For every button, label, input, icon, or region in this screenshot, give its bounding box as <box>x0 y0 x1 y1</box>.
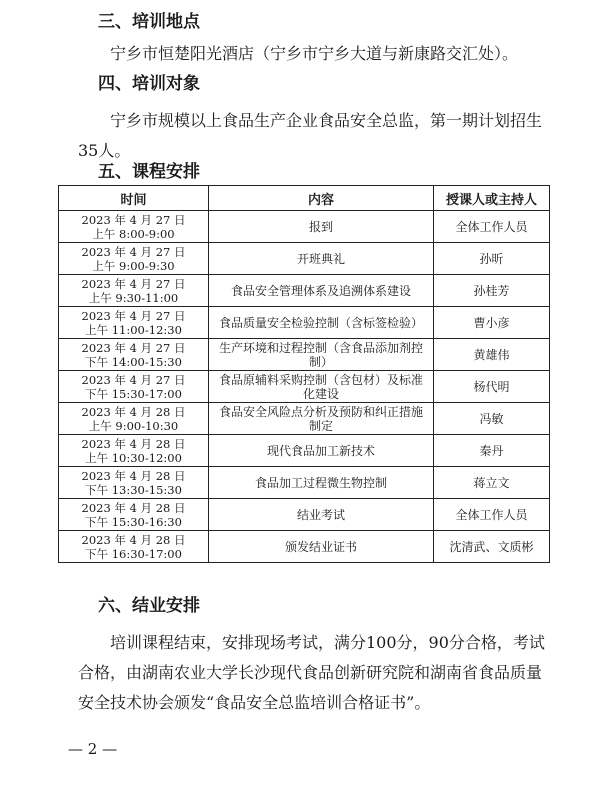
header-time: 时间 <box>59 186 209 211</box>
content-cell: 生产环境和过程控制（含食品添加剂控制） <box>209 339 434 371</box>
table-row <box>59 499 550 531</box>
section-heading-audience: 四、培训对象 <box>98 74 200 94</box>
table-row <box>59 531 550 563</box>
time-cell <box>59 371 209 403</box>
content-cell: 食品安全风险点分析及预防和纠正措施制定 <box>209 403 434 435</box>
date-text: 2023 年 4 月 28 日 <box>81 404 186 419</box>
time-cell <box>59 275 209 307</box>
content-cell: 报到 <box>209 211 434 243</box>
section-heading-location: 三、培训地点 <box>98 12 200 32</box>
date-text: 2023 年 4 月 27 日 <box>81 308 186 323</box>
host-cell: 蒋立文 <box>434 467 550 499</box>
date-text: 2023 年 4 月 27 日 <box>81 372 186 387</box>
table-row <box>59 371 550 403</box>
date-text: 2023 年 4 月 28 日 <box>81 468 186 483</box>
time-text: 下午 15:30-17:00 <box>85 386 182 401</box>
time-cell <box>59 531 209 563</box>
content-cell: 食品原辅料采购控制（含包材）及标准化建设 <box>209 371 434 403</box>
host-cell: 沈清武、文质彬 <box>434 531 550 563</box>
time-text: 上午 9:00-9:30 <box>92 258 175 273</box>
host-cell: 全体工作人员 <box>434 211 550 243</box>
date-text: 2023 年 4 月 28 日 <box>81 436 186 451</box>
host-cell: 冯敏 <box>434 403 550 435</box>
time-text: 上午 10:30-12:00 <box>85 450 182 465</box>
header-content: 内容 <box>209 186 434 211</box>
schedule-table <box>58 185 550 563</box>
table-row <box>59 211 550 243</box>
content-cell: 开班典礼 <box>209 243 434 275</box>
section-heading-completion: 六、结业安排 <box>98 596 200 616</box>
time-cell <box>59 243 209 275</box>
host-cell: 杨代明 <box>434 371 550 403</box>
date-text: 2023 年 4 月 27 日 <box>81 212 186 227</box>
time-cell <box>59 499 209 531</box>
content-cell: 颁发结业证书 <box>209 531 434 563</box>
date-text: 2023 年 4 月 27 日 <box>81 340 186 355</box>
time-cell <box>59 403 209 435</box>
table-row <box>59 243 550 275</box>
time-text: 下午 13:30-15:30 <box>85 482 182 497</box>
time-cell <box>59 467 209 499</box>
time-text: 上午 8:00-9:00 <box>92 226 175 241</box>
location-text: 宁乡市恒楚阳光酒店（宁乡市宁乡大道与新康路交汇处）。 <box>110 44 519 63</box>
time-text: 上午 9:30-11:00 <box>88 290 179 305</box>
page-number: — 2 — <box>68 740 118 758</box>
date-text: 2023 年 4 月 27 日 <box>81 276 186 291</box>
header-host: 授课人或主持人 <box>434 186 550 211</box>
table-row <box>59 339 550 371</box>
table-row <box>59 275 550 307</box>
table-row <box>59 435 550 467</box>
host-cell: 孙昕 <box>434 243 550 275</box>
date-text: 2023 年 4 月 28 日 <box>81 532 186 547</box>
content-cell: 食品加工过程微生物控制 <box>209 467 434 499</box>
time-text: 下午 15:30-16:30 <box>85 514 182 529</box>
audience-text: 宁乡市规模以上食品生产企业食品安全总监，第一期计划招生35人。 <box>78 111 543 160</box>
time-cell <box>59 435 209 467</box>
content-cell: 现代食品加工新技术 <box>209 435 434 467</box>
time-text: 上午 9:00-10:30 <box>88 418 179 433</box>
content-cell: 食品质量安全检验控制（含标签检验） <box>209 307 434 339</box>
table-row <box>59 403 550 435</box>
host-cell: 孙桂芳 <box>434 275 550 307</box>
time-cell <box>59 211 209 243</box>
table-header-row <box>59 186 550 211</box>
table-row <box>59 307 550 339</box>
table-row <box>59 467 550 499</box>
time-text: 下午 14:00-15:30 <box>85 354 182 369</box>
content-cell: 食品安全管理体系及追溯体系建设 <box>209 275 434 307</box>
time-text: 下午 16:30-17:00 <box>85 546 182 561</box>
date-text: 2023 年 4 月 28 日 <box>81 500 186 515</box>
time-cell <box>59 307 209 339</box>
date-text: 2023 年 4 月 27 日 <box>81 244 186 259</box>
host-cell: 全体工作人员 <box>434 499 550 531</box>
content-cell: 结业考试 <box>209 499 434 531</box>
time-cell <box>59 339 209 371</box>
completion-text: 培训课程结束，安排现场考试，满分100分，90分合格，考试合格，由湖南农业大学长沙现代食品创新研究院和湖南省食品质量安全技术协会颁发“食品安全总监培训合格证书”。 <box>78 633 545 712</box>
host-cell: 秦丹 <box>434 435 550 467</box>
host-cell: 黄雄伟 <box>434 339 550 371</box>
time-text: 上午 11:00-12:30 <box>85 322 182 337</box>
host-cell: 曹小彦 <box>434 307 550 339</box>
section-heading-schedule: 五、课程安排 <box>98 162 200 182</box>
